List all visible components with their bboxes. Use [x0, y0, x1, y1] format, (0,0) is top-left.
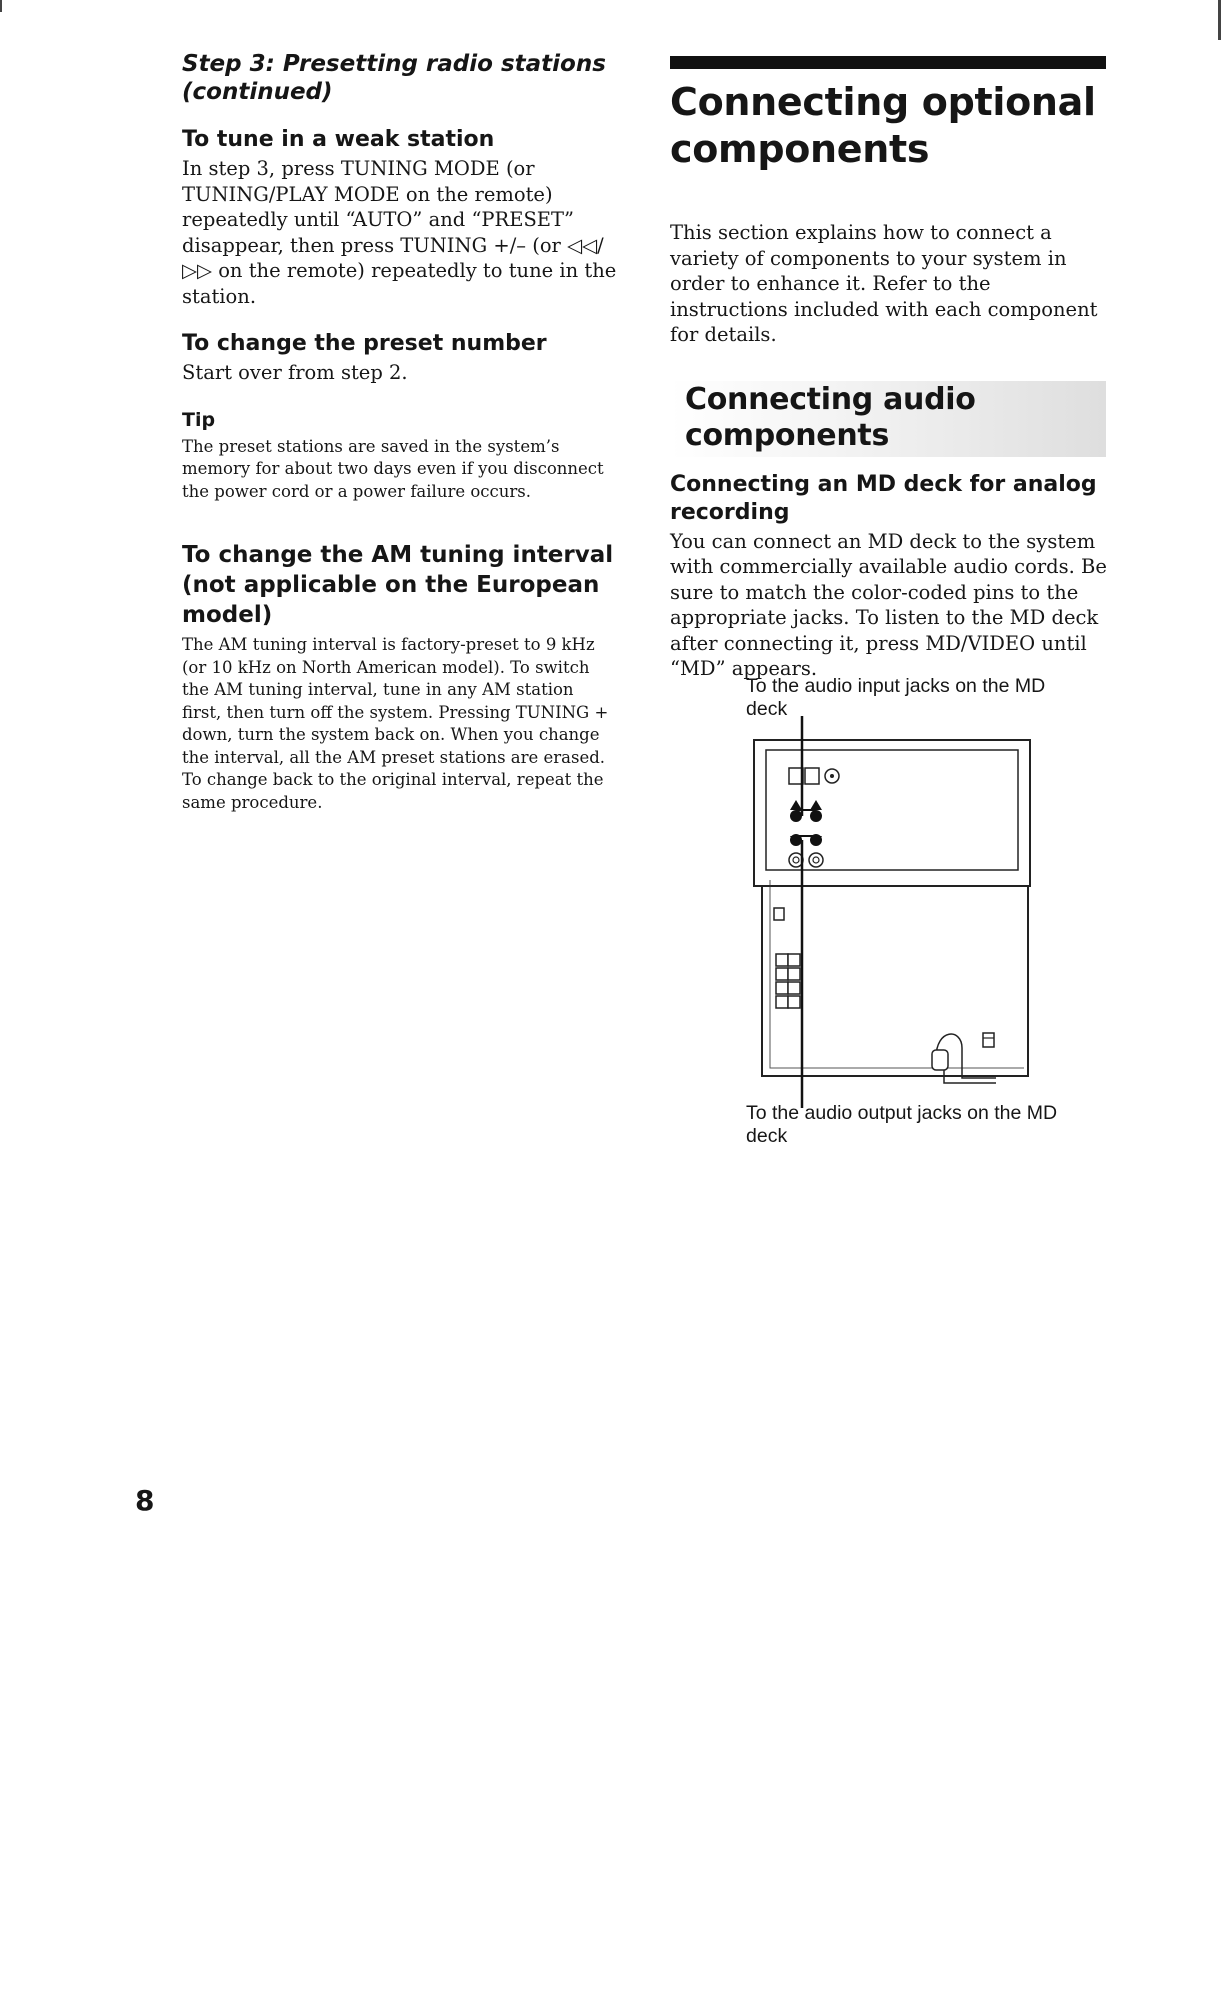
subsection-band — [670, 381, 1106, 457]
weak-station-heading: To tune in a weak station — [182, 127, 495, 152]
tip-heading: Tip — [182, 408, 216, 431]
rear-panel-illustration — [740, 728, 1040, 1090]
page-number: 8 — [135, 1484, 155, 1517]
am-interval-text: The AM tuning interval is factory-preset to 9 kHz (or 10 kHz on North American model). To switch the AM tuning interval, tune in any AM station first, then turn off the system. Pressing TUNING + down, turn the system back on. When you change the interval, all the AM preset stations are erased. To change back to the original interval, repeat the same procedure. — [182, 635, 609, 812]
preset-number-heading: To change the preset number — [182, 331, 547, 356]
jack-ring-right — [809, 853, 823, 867]
power-socket — [983, 1033, 994, 1047]
lower-panel-inner — [770, 880, 1024, 1068]
caption-input-jacks: To the audio input jacks on the MD deck — [746, 675, 1046, 720]
scan-edge-mark-left — [0, 0, 2, 12]
jack-block-b — [805, 768, 819, 784]
md-deck-text: You can connect an MD deck to the system with commercially available audio cords. Be sure to match the color-coded pins to the appropriate jacks. To listen to the MD deck after connecting it, press MD/VIDEO until “MD” appears. — [670, 529, 1107, 680]
speaker-terminals — [776, 954, 800, 1008]
scan-edge-mark-right — [1218, 0, 1221, 40]
preset-number-text: Start over from step 2. — [182, 361, 408, 384]
weak-station-text: In step 3, press TUNING MODE (or TUNING/PLAY MODE on the remote) repeatedly until “AUTO” and “PRESET” disappear, then press TUNING +/– (or ◁◁/▷▷ on the remote) repeatedly to tune in the station. — [182, 157, 617, 308]
am-interval-heading: To change the AM tuning interval (not applicable on the European model) — [182, 542, 614, 628]
md-deck-heading: Connecting an MD deck for analog recording — [670, 471, 1097, 525]
section-rule — [670, 56, 1106, 69]
small-terminal — [774, 908, 784, 920]
plug-left-top — [790, 800, 802, 810]
tip-text: The preset stations are saved in the system’s memory for about two days even if you disconnect the power cord or a power failure occurs. — [182, 436, 604, 501]
left-column — [182, 50, 618, 814]
subsection-title: Connecting audio components — [685, 381, 976, 453]
caption-output-jacks: To the audio output jacks on the MD deck — [746, 1102, 1058, 1147]
section-title: Connecting optional components — [670, 80, 1096, 171]
right-column — [670, 56, 1110, 682]
plug-right-top — [810, 800, 822, 810]
intro-text: This section explains how to connect a variety of components to your system in order to enhance it. Refer to the instructions included with each component for details. — [670, 221, 1098, 346]
step-heading: Step 3: Presetting radio stations (continued) — [182, 51, 606, 105]
